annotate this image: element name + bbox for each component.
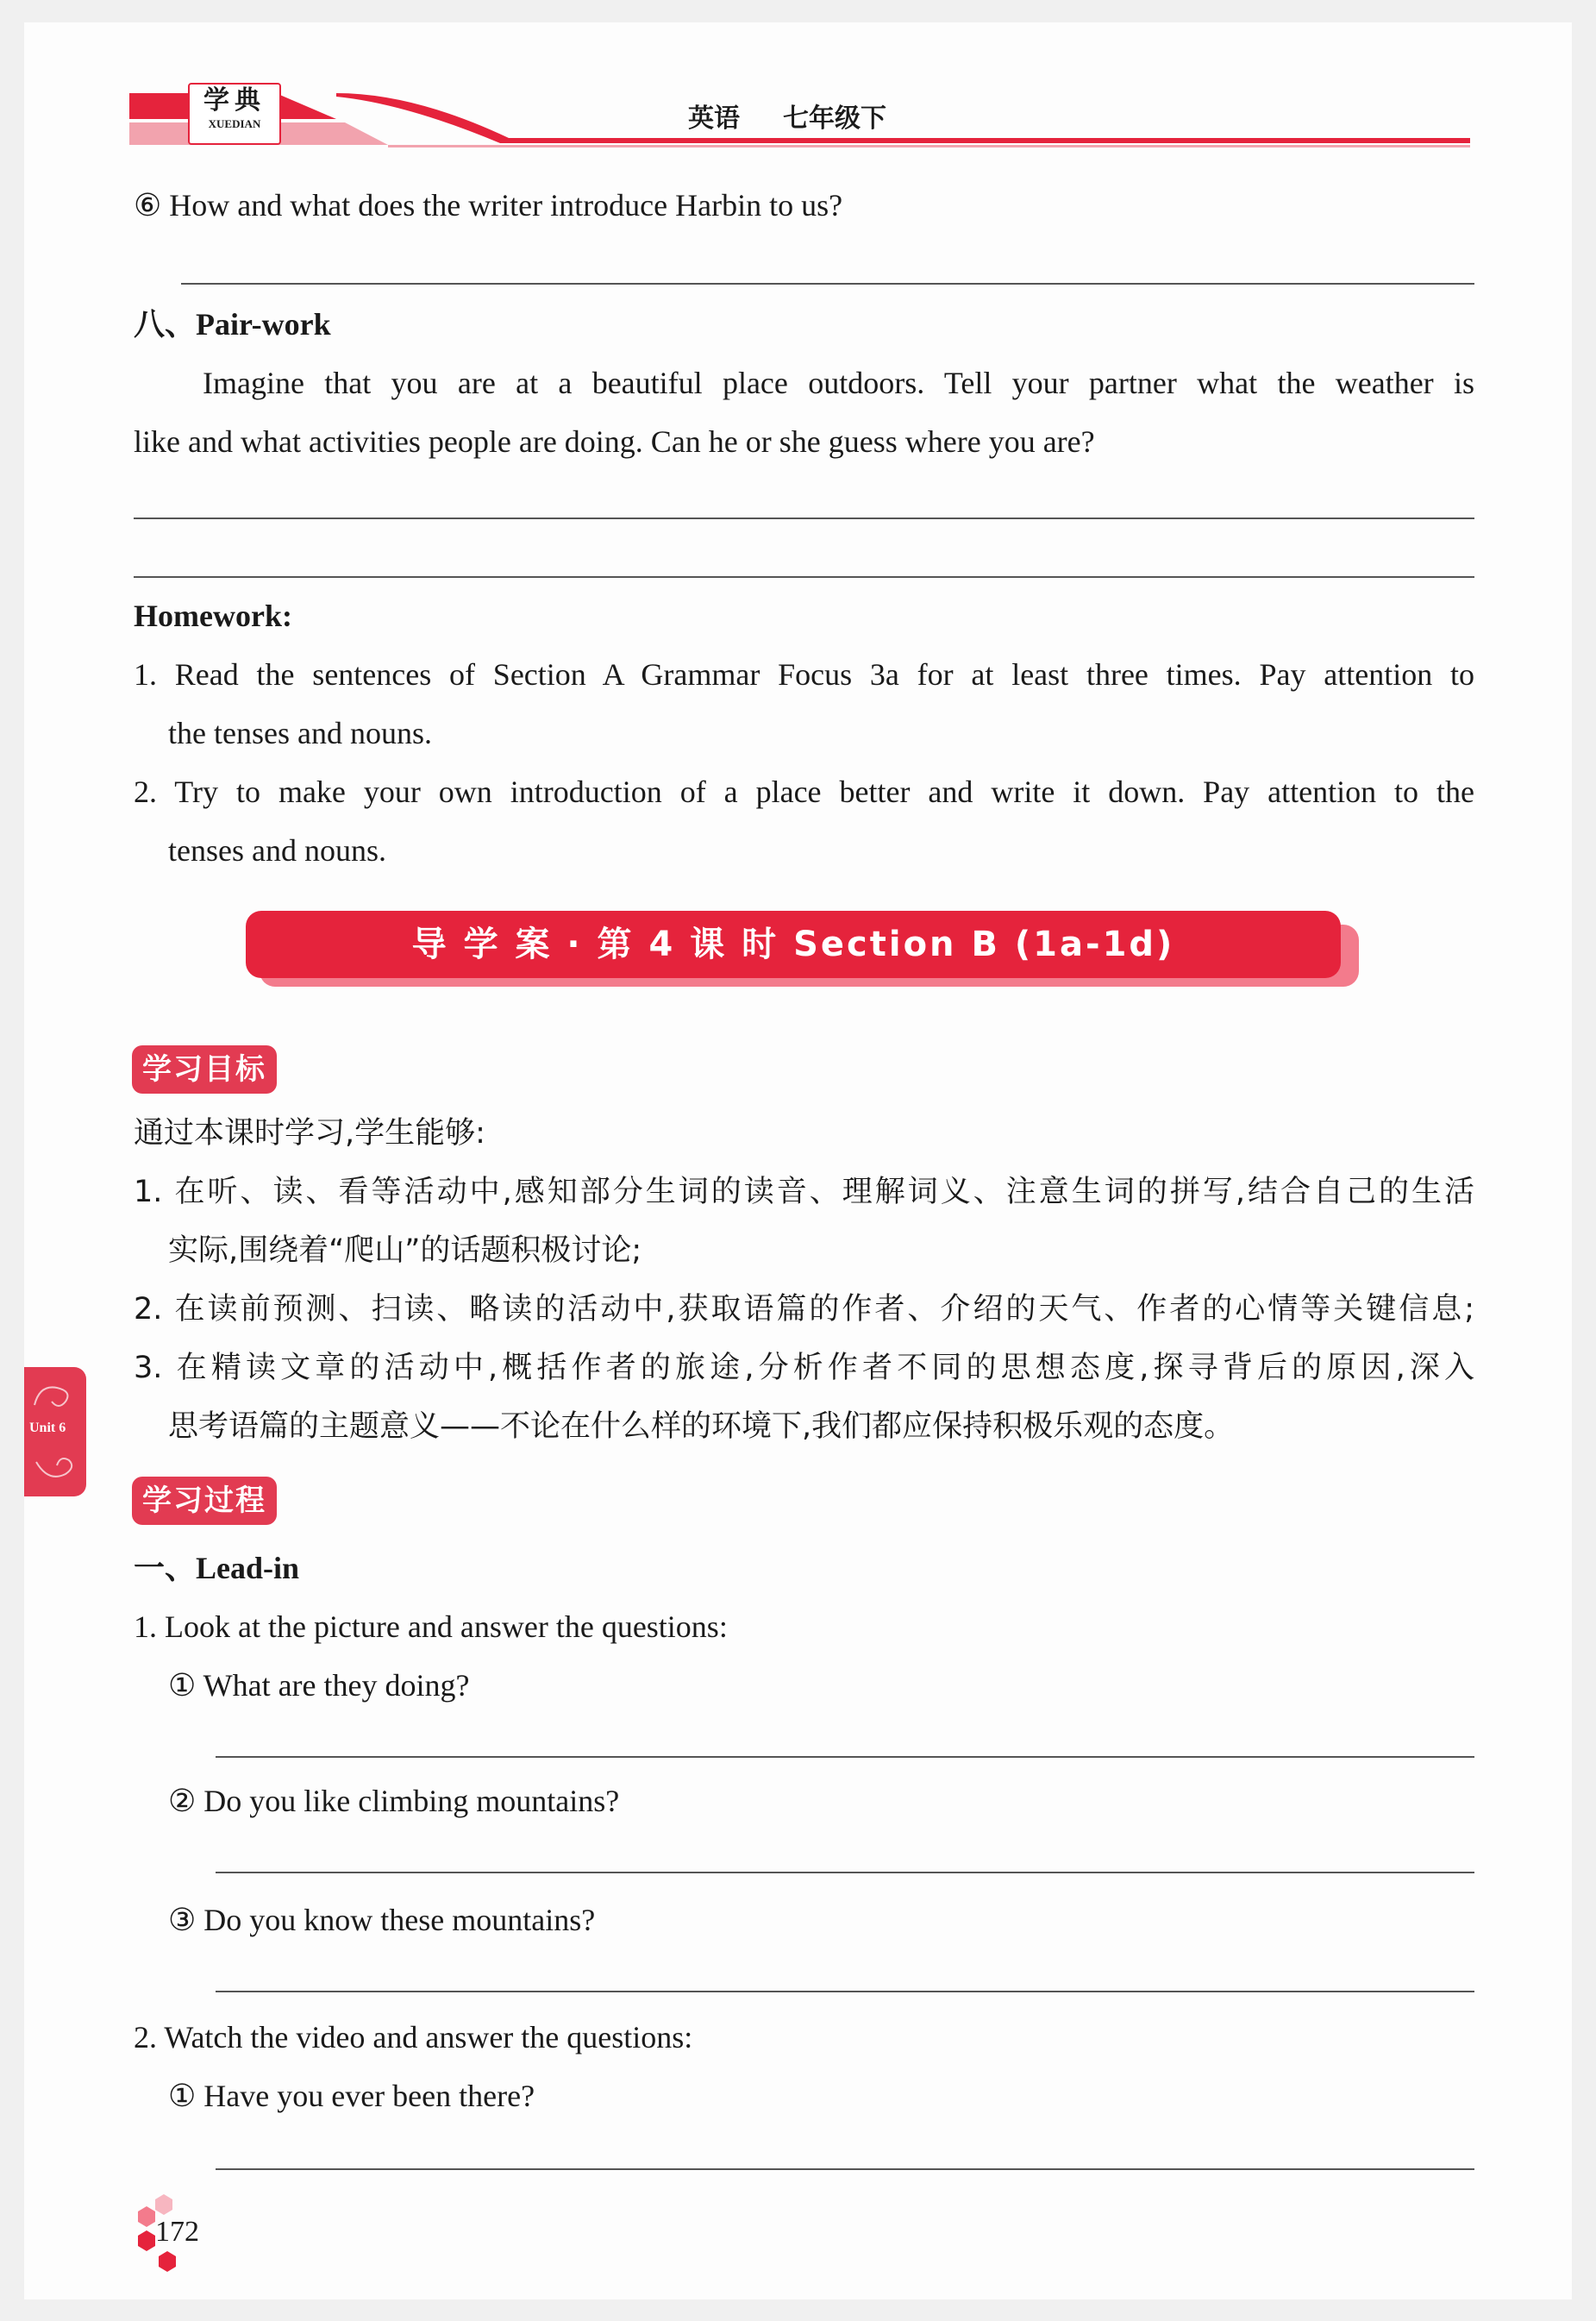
logo: [188, 83, 281, 145]
answer-line: [134, 518, 1474, 519]
question-2: 2. Watch the video and answer the questions:: [134, 2020, 693, 2054]
objective-2: 2. 在读前预测、扫读、略读的活动中,获取语篇的作者、介绍的天气、作者的心情等关键信息;: [134, 1292, 1474, 1327]
objective-3-line2: 思考语篇的主题意义——不论在什么样的环境下,我们都应保持积极乐观的态度。: [168, 1409, 1235, 1444]
process-badge: 学习过程: [132, 1477, 277, 1525]
homework-title: Homework:: [134, 599, 292, 633]
objectives-intro: 通过本课时学习,学生能够:: [134, 1116, 485, 1151]
unit-side-tab: [24, 1367, 86, 1496]
swirl-icon: [31, 1379, 79, 1414]
question-1-2: ② Do you like climbing mountains?: [168, 1784, 620, 1818]
homework-item1-line1: 1. Read the sentences of Section A Grammar Focus 3a for at least three times. Pay attention to: [134, 657, 1474, 692]
homework-item2-line2: tenses and nouns.: [168, 833, 386, 868]
answer-line: [216, 1872, 1474, 1873]
question-1: 1. Look at the picture and answer the questions:: [134, 1609, 728, 1644]
question-1-3: ③ Do you know these mountains?: [168, 1903, 596, 1937]
question-1-1: ① What are they doing?: [168, 1668, 470, 1703]
banner-title: 导 学 案 · 第 4 课 时 Section B (1a-1d): [246, 911, 1341, 978]
question-2-1: ① Have you ever been there?: [168, 2079, 535, 2113]
answer-line: [216, 1991, 1474, 1992]
answer-line: [181, 283, 1474, 285]
pairwork-title: 八、Pair-work: [134, 307, 331, 342]
answer-line: [134, 576, 1474, 578]
homework-item2-line1: 2. Try to make your own introduction of a place better and write it down. Pay attention to the: [134, 775, 1474, 809]
header-grade: 七年级下: [783, 104, 886, 134]
objectives-badge: 学习目标: [132, 1045, 277, 1094]
objective-1-line2: 实际,围绕着“爬山”的话题积极讨论;: [168, 1233, 642, 1268]
logo-en: XUEDIAN: [208, 117, 261, 130]
logo-cn: 学典: [203, 85, 266, 116]
leadin-title: 一、Lead-in: [134, 1551, 300, 1585]
pairwork-text-line1: Imagine that you are at a beautiful place outdoors. Tell your partner what the weather is: [203, 366, 1474, 400]
swirl-icon: [31, 1453, 79, 1488]
homework-item1-line2: the tenses and nouns.: [168, 716, 432, 750]
section-banner: [246, 911, 1345, 983]
header-subject: 英语: [688, 104, 740, 134]
objective-3-line1: 3. 在精读文章的活动中,概括作者的旅途,分析作者不同的思想态度,探寻背后的原因,深入: [134, 1351, 1474, 1385]
answer-line: [216, 1756, 1474, 1758]
page-number: 172: [155, 2216, 199, 2248]
answer-line: [216, 2168, 1474, 2170]
unit-label: Unit 6: [29, 1421, 66, 1435]
pairwork-text-line2: like and what activities people are doing. Can he or she guess where you are?: [134, 424, 1095, 459]
objective-1-line1: 1. 在听、读、看等活动中,感知部分生词的读音、理解词义、注意生词的拼写,结合自己的生活: [134, 1175, 1474, 1209]
question-6: ⑥ How and what does the writer introduce Harbin to us?: [134, 188, 843, 223]
